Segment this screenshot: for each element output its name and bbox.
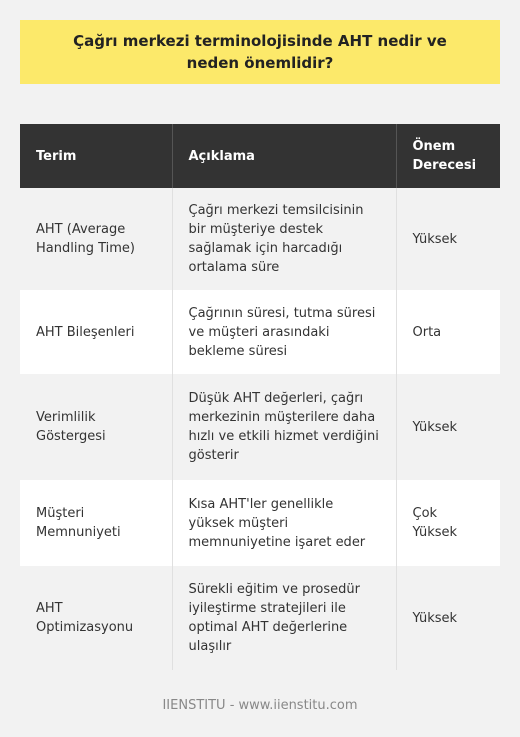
cell-description: Çağrının süresi, tutma süresi ve müşteri arasındaki bekleme süresi bbox=[172, 290, 396, 374]
cell-description: Çağrı merkezi temsilcisinin bir müşteriye destek sağlamak için harcadığı ortalama süre bbox=[172, 188, 396, 290]
cell-importance: Orta bbox=[396, 290, 500, 374]
cell-term: AHT (Average Handling Time) bbox=[20, 188, 172, 290]
cell-term: Verimlilik Göstergesi bbox=[20, 374, 172, 480]
table-row bbox=[20, 290, 500, 374]
cell-importance: Çok Yüksek bbox=[396, 480, 500, 566]
table-row bbox=[20, 374, 500, 480]
table-row bbox=[20, 188, 500, 290]
page-title bbox=[20, 20, 500, 84]
cell-term: Müşteri Memnuniyeti bbox=[20, 480, 172, 566]
column-header-term: Terim bbox=[20, 124, 172, 188]
table-header-row bbox=[20, 124, 500, 188]
column-header-importance: Önem Derecesi bbox=[396, 124, 500, 188]
cell-term: AHT Optimizasyonu bbox=[20, 566, 172, 670]
column-header-description: Açıklama bbox=[172, 124, 396, 188]
cell-importance: Yüksek bbox=[396, 374, 500, 480]
terms-table bbox=[20, 124, 500, 670]
cell-importance: Yüksek bbox=[396, 566, 500, 670]
footer-credit: IIENSTITU - www.iienstitu.com bbox=[162, 698, 358, 713]
cell-importance: Yüksek bbox=[396, 188, 500, 290]
cell-description: Kısa AHT'ler genellikle yüksek müşteri memnuniyetine işaret eder bbox=[172, 480, 396, 566]
table-row bbox=[20, 480, 500, 566]
cell-description: Düşük AHT değerleri, çağrı merkezinin müşterilere daha hızlı ve etkili hizmet verdiğini gösterir bbox=[172, 374, 396, 480]
table-row bbox=[20, 566, 500, 670]
page-title-text: Çağrı merkezi terminolojisinde AHT nedir ve neden önemlidir? bbox=[73, 32, 447, 72]
cell-term: AHT Bileşenleri bbox=[20, 290, 172, 374]
cell-description: Sürekli eğitim ve prosedür iyileştirme stratejileri ile optimal AHT değerlerine ulaşılır bbox=[172, 566, 396, 670]
